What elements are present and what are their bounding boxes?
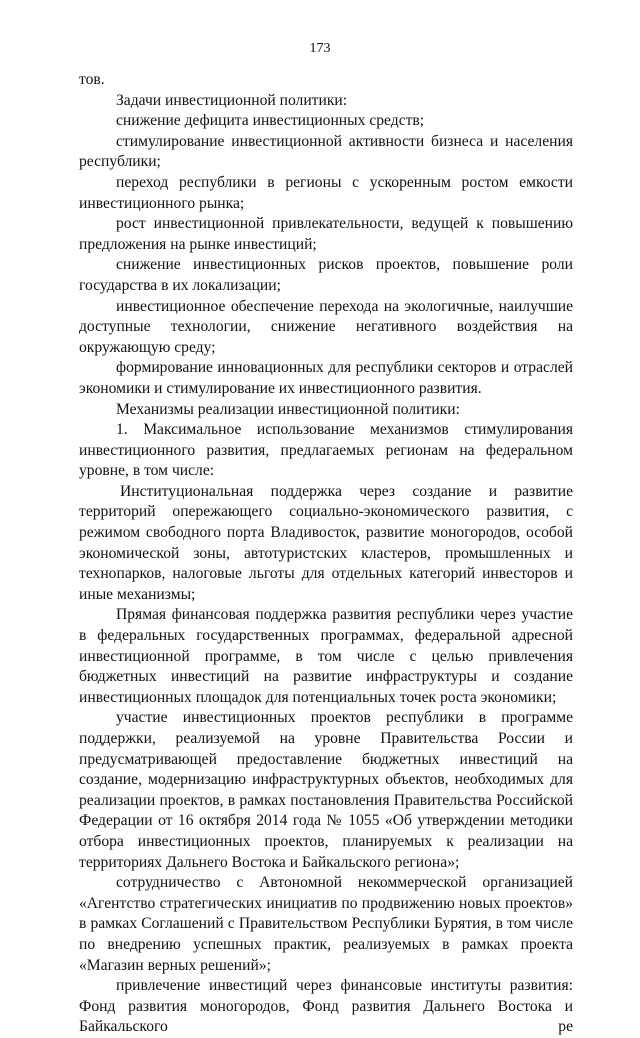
- paragraph-task-4: рост инвестиционной привлекательности, ведущей к повышению предложения на рынке инвестиций;: [79, 215, 573, 253]
- paragraph-mechanism-1: 1. Максимальное использование механизмов стимулирования инвестиционного развития, предлагаемых регионам на федеральном уровне, в том числе:: [79, 421, 573, 480]
- paragraph-tasks-heading: Задачи инвестиционной политики:: [116, 91, 348, 109]
- paragraph-mechanisms-heading: Механизмы реализации инвестиционной политики:: [116, 400, 460, 418]
- paragraph-continuation: тов.: [79, 71, 105, 88]
- paragraph-task-1: снижение дефицита инвестиционных средств;: [116, 112, 425, 130]
- paragraph-task-6: инвестиционное обеспечение перехода на экологичные, наилучшие доступные технологии, снижение негативного воздействия на окружающую среду;: [79, 297, 573, 356]
- paragraph-government-program: участие инвестиционных проектов республики в программе поддержки, реализуемой на уровне Правительства России и предусматривающей предоставление бюджетных инвестиций на создание, модернизацию инфраструктурных объектов, необходимых для реализации проектов, в рамках постановления Правительства Российской Федерации от 16 октября 2014 года № 1055 «Об утверждении методики отбора инвестиционных проектов, планируемых к реализации на территориях Дальнего Востока и Байкальского региона»;: [79, 709, 573, 871]
- paragraph-task-5: снижение инвестиционных рисков проектов, повышение роли государства в их локализации;: [79, 256, 573, 294]
- paragraph-asi-cooperation: сотрудничество с Автономной некоммерческой организацией «Агентство стратегических инициатив по продвижению новых проектов» в рамках Соглашений с Правительством Республики Бурятия, в том числе по внедрению успешных практик, реализуемых в рамках проекта «Магазин верных решений»;: [79, 874, 573, 974]
- paragraph-task-2: стимулирование инвестиционной активности бизнеса и населения республики;: [79, 132, 573, 171]
- paragraph-task-7: формирование инновационных для республики секторов и отраслей экономики и стимулирование их инвестиционного развития.: [79, 359, 573, 397]
- page-number: 173: [309, 41, 331, 56]
- paragraph-task-3: переход республики в регионы с ускоренным ростом емкости инвестиционного рынка;: [79, 173, 573, 212]
- paragraph-direct-financial-support: Прямая финансовая поддержка развития республики через участие в федеральных государственных программах, федеральной адресной инвестиционной программе, в том числе с целью привлечения бюджетных инвестиций на развитие инфраструктуры и создание инвестиционных площадок для потенциальных точек роста экономики;: [79, 606, 573, 706]
- paragraph-development-institutions: привлечение инвестиций через финансовые институты развития: Фонд развития моногородов, Фонд развития Дальнего Востока и Байкальского ре: [79, 977, 573, 1036]
- paragraph-institutional-support: Институциональная поддержка через создание и развитие территорий опережающего социально-экономического развития, с режимом свободного порта Владивосток, развитие моногородов, особой экономической зоны, автотуристских кластеров, промышленных и технопарков, налоговые льготы для отдельных категорий инвесторов и иные механизмы;: [79, 482, 573, 603]
- document-body: [79, 70, 573, 1038]
